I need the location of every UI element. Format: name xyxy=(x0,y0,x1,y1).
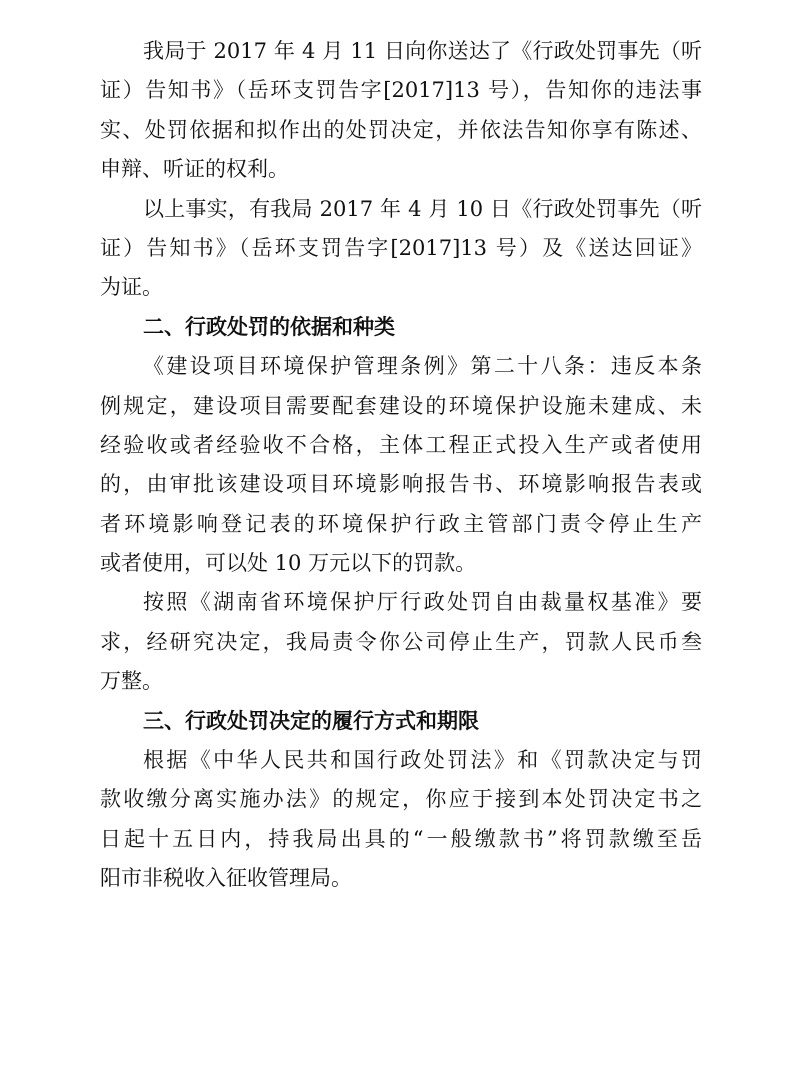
text-line: 证）告知书》（岳环支罚告字[2017]13 号），告知你的违法事 xyxy=(100,78,702,103)
text-line: 《建设项目环境保护管理条例》第二十八条：违反本条 xyxy=(143,354,702,379)
text-line: 我局于 2017 年 4 月 11 日向你送达了《行政处罚事先（听 xyxy=(143,39,702,63)
paragraph xyxy=(100,190,702,308)
section-heading xyxy=(100,702,702,741)
paragraph xyxy=(100,32,702,190)
text-line: 为证。 xyxy=(100,275,163,300)
text-line: 按照《湖南省环境保护厅行政处罚自由裁量权基准》要 xyxy=(143,590,702,615)
text-line: 根据《中华人民共和国行政处罚法》和《罚款决定与罚 xyxy=(143,748,702,773)
text-line: 例规定，建设项目需要配套建设的环境保护设施未建成、未 xyxy=(100,393,702,418)
text-line: 款收缴分离实施办法》的规定，你应于接到本处罚决定书之 xyxy=(100,787,702,812)
text-line: 或者使用，可以处 10 万元以下的罚款。 xyxy=(100,551,477,576)
text-line: 二、行政处罚的依据和种类 xyxy=(143,314,395,339)
section-heading xyxy=(100,308,702,347)
text-line: 求，经研究决定，我局责令你公司停止生产，罚款人民币叁 xyxy=(100,629,702,654)
text-line: 以上事实，有我局 2017 年 4 月 10 日《行政处罚事先（听 xyxy=(143,196,702,221)
text-line: 申辩、听证的权利。 xyxy=(100,157,289,182)
document-page xyxy=(100,32,702,899)
paragraph xyxy=(100,347,702,583)
text-line: 经验收或者经验收不合格，主体工程正式投入生产或者使用 xyxy=(100,432,702,457)
text-line: 日起十五日内，持我局出具的“一般缴款书”将罚款缴至岳 xyxy=(100,826,702,851)
text-line: 三、行政处罚决定的履行方式和期限 xyxy=(143,708,479,733)
text-line: 实、处罚依据和拟作出的处罚决定，并依法告知你享有陈述、 xyxy=(100,117,702,142)
text-line: 证）告知书》（岳环支罚告字[2017]13 号）及《送达回证》 xyxy=(100,235,702,260)
paragraph xyxy=(100,583,702,701)
text-line: 者环境影响登记表的环境保护行政主管部门责令停止生产 xyxy=(100,511,702,536)
text-line: 的，由审批该建设项目环境影响报告书、环境影响报告表或 xyxy=(100,472,702,497)
text-line: 万整。 xyxy=(100,669,163,694)
text-line: 阳市非税收入征收管理局。 xyxy=(100,866,352,891)
paragraph xyxy=(100,741,702,899)
